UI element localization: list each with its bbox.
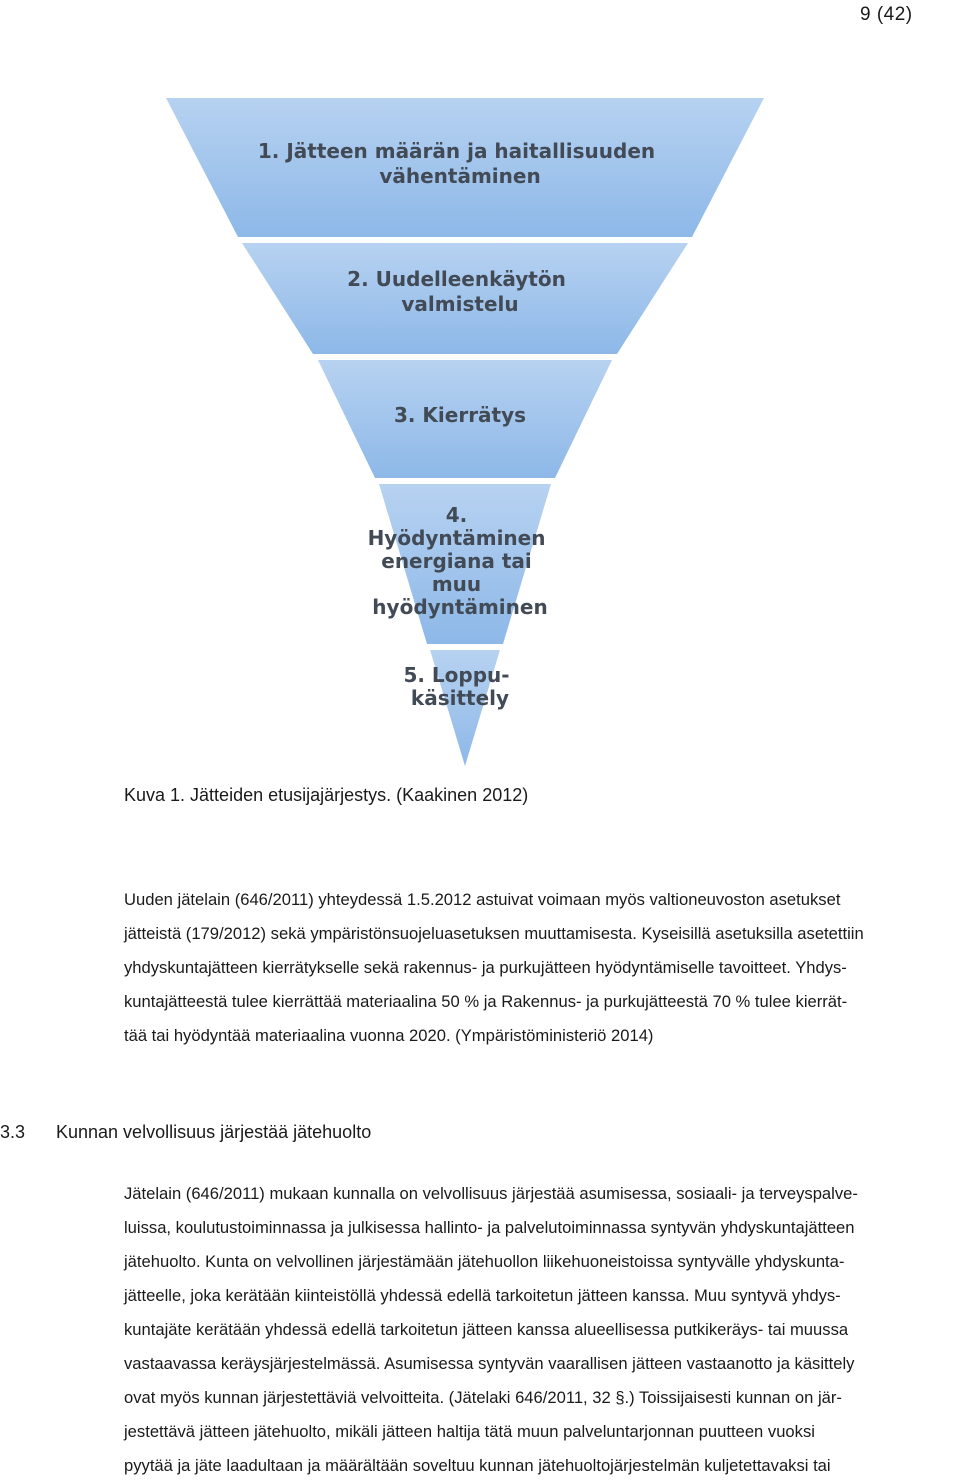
paragraph-line: luissa, koulutustoiminnassa ja julkisessa hallinto- ja palvelutoiminnassa syntyvän yhdyskuntajätteen [124, 1218, 855, 1237]
paragraph-line: Uuden jätelain (646/2011) yhteydessä 1.5.2012 astuivat voimaan myös valtioneuvoston asetukset [124, 890, 841, 909]
paragraph-municipal-duty [124, 1177, 954, 1483]
tier-4-line-4: muu [431, 572, 482, 596]
tier-4-line-2: Hyödyntäminen [367, 526, 546, 550]
tier-5-line-1: 5. Loppu- [403, 663, 510, 687]
paragraph-line: tää tai hyödyntää materiaalina vuonna 2020. (Ympäristöministeriö 2014) [124, 1026, 654, 1045]
paragraph-regulations [124, 883, 954, 1053]
page-number: 9 (42) [860, 4, 913, 25]
paragraph-line: jätehuolto. Kunta on velvollinen järjestämään jätehuollon liikehuoneistoissa syntyvälle yhdyskunta- [124, 1252, 845, 1271]
tier-1-line-2: vähentäminen [379, 164, 541, 188]
section-heading [0, 1122, 371, 1143]
paragraph-line: jätteelle, joka kerätään kiinteistöllä yhdessä edellä tarkoitetun jätteen kanssa. Muu syntyvä yhdys- [124, 1286, 841, 1305]
paragraph-line: Jätelain (646/2011) mukaan kunnalla on velvollisuus järjestää asumisessa, sosiaali- ja terveyspalve- [124, 1184, 858, 1203]
tier-4-line-3: energiana tai [381, 549, 532, 573]
section-title: Kunnan velvollisuus järjestää jätehuolto [56, 1122, 372, 1142]
tier-4-line-5: hyödyntäminen [372, 595, 548, 619]
tier-5-line-2: käsittely [410, 686, 510, 710]
tier-2-line-1: 2. Uudelleenkäytön [347, 267, 566, 291]
tier-1-line-1: 1. Jätteen määrän ja haitallisuuden [257, 139, 656, 163]
paragraph-line: jätteistä (179/2012) sekä ympäristönsuojeluasetuksen muuttamisesta. Kyseisillä asetuksilla asetettiin [124, 924, 864, 943]
waste-hierarchy-diagram [160, 92, 770, 772]
paragraph-line: ovat myös kunnan järjestettäviä velvoitteita. (Jätelaki 646/2011, 32 §.) Toissijaisesti kunnan on jär- [124, 1388, 842, 1407]
paragraph-line: jestettävä jätteen jätehuolto, mikäli jätteen haltija tätä muun palveluntarjonnan puutteen vuoksi [124, 1422, 815, 1441]
paragraph-line: kuntajäte kerätään yhdessä edellä tarkoitetun jätteen kanssa alueellisessa putkikeräys- tai muussa [124, 1320, 849, 1339]
tier-2-line-2: valmistelu [401, 292, 519, 316]
tier-3-line-1: 3. Kierrätys [393, 403, 527, 427]
figure-caption: Kuva 1. Jätteiden etusijajärjestys. (Kaakinen 2012) [124, 785, 529, 805]
tier-4-line-1: 4. [445, 503, 468, 527]
tier-3-label [394, 403, 526, 427]
paragraph-line: kuntajätteestä tulee kierrättää materiaalina 50 % ja Rakennus- ja purkujätteestä 70 % tulee kierrät- [124, 992, 848, 1011]
paragraph-line: pyytää ja jäte laadultaan ja määrältään soveltuu kunnan jätehuoltojärjestelmän kuljetettavaksi tai [124, 1456, 831, 1475]
section-number: 3.3 [0, 1122, 26, 1142]
tier-5-label [403, 663, 516, 710]
paragraph-line: vastaavassa keräysjärjestelmässä. Asumisessa syntyvän vaarallisen jätteen vastaanotto ja käsittely [124, 1354, 855, 1373]
paragraph-line: yhdyskuntajätteen kierrätykselle sekä rakennus- ja purkujätteen hyödyntämiselle tavoitteet. Yhdys- [124, 958, 847, 977]
